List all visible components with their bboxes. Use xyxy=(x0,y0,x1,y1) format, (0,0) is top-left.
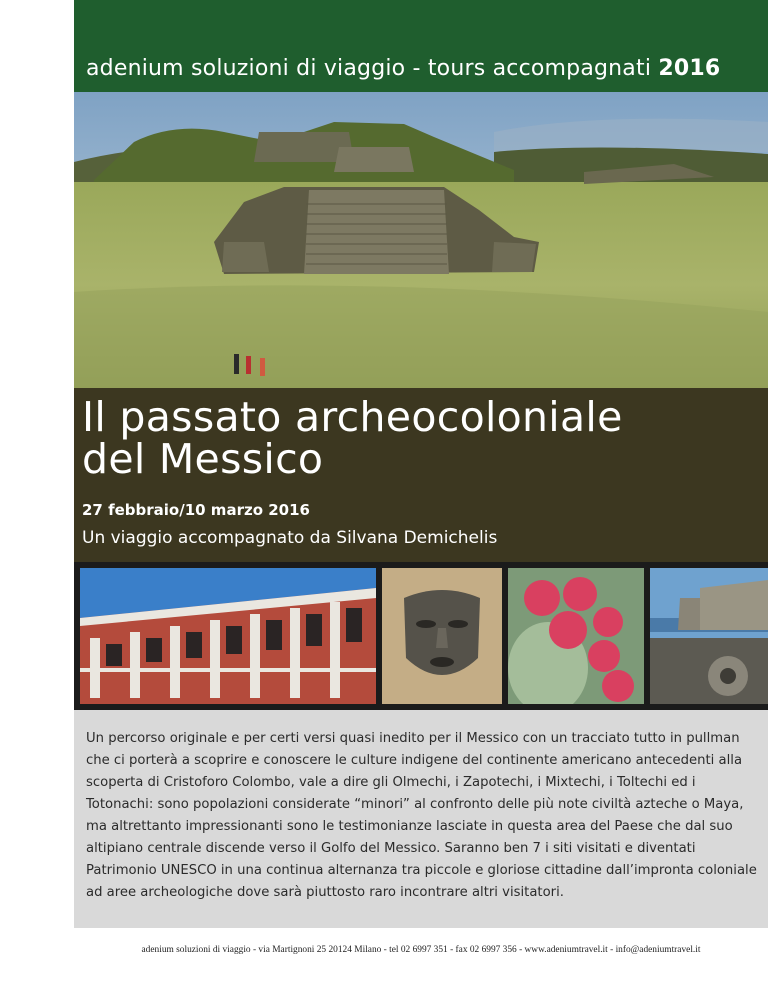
photo-strip xyxy=(74,562,768,710)
tour-title-line1: Il passato archeocoloniale xyxy=(82,393,623,441)
title-band xyxy=(74,388,768,562)
tour-title-line2: del Messico xyxy=(82,435,324,483)
footer-contact: adenium soluzioni di viaggio - via Martignoni 25 20124 Milano - tel 02 6997 351 - fax 02 6997 356 - www.adeniumtravel.it - info@adeniumtravel.it xyxy=(141,945,701,955)
hero-photo-pyramid xyxy=(74,92,768,388)
header-year: 2016 xyxy=(658,56,721,81)
description-text: Un percorso originale e per certi versi quasi inedito per il Messico con un tracciato tutto in pullman che ci porterà a scoprire e conoscere le culture indigene del continente americano antecedenti alla scoperta di Cristoforo Colombo, vale a dire gli Olmechi, i Zapotechi, i Mixtechi, i Toltechi ed i Totonachi: sono popolazioni considerate “minori” al confronto delle più note civiltà azteche o Maya, ma altrettanto impressionanti sono le testimonianze lasciate in questa area del Paese che dal suo altipiano centrale discende verso il Golfo del Messico. Saranno ben 7 i siti visitati e diventati Patrimonio UNESCO in una continua alternanza tra piccole e gloriose cittadine dall’impronta coloniale ad aree archeologiche dove sarà piuttosto raro incontrare altri visitatori. xyxy=(86,731,757,900)
photo-stone-mask xyxy=(382,568,502,704)
header-title-text: adenium soluzioni di viaggio - tours accompagnati xyxy=(86,56,652,81)
photo-colonial-building xyxy=(80,568,376,704)
header-title xyxy=(86,56,720,81)
header-band xyxy=(74,0,768,92)
tour-dates: 27 febbraio/10 marzo 2016 xyxy=(82,501,310,519)
tour-subtitle: Un viaggio accompagnato da Silvana Demichelis xyxy=(82,528,498,548)
brochure-page xyxy=(74,0,768,994)
photo-fortress xyxy=(650,568,768,704)
tour-title xyxy=(82,393,623,483)
description-box xyxy=(74,710,768,928)
photo-cactus-fruits xyxy=(508,568,644,704)
